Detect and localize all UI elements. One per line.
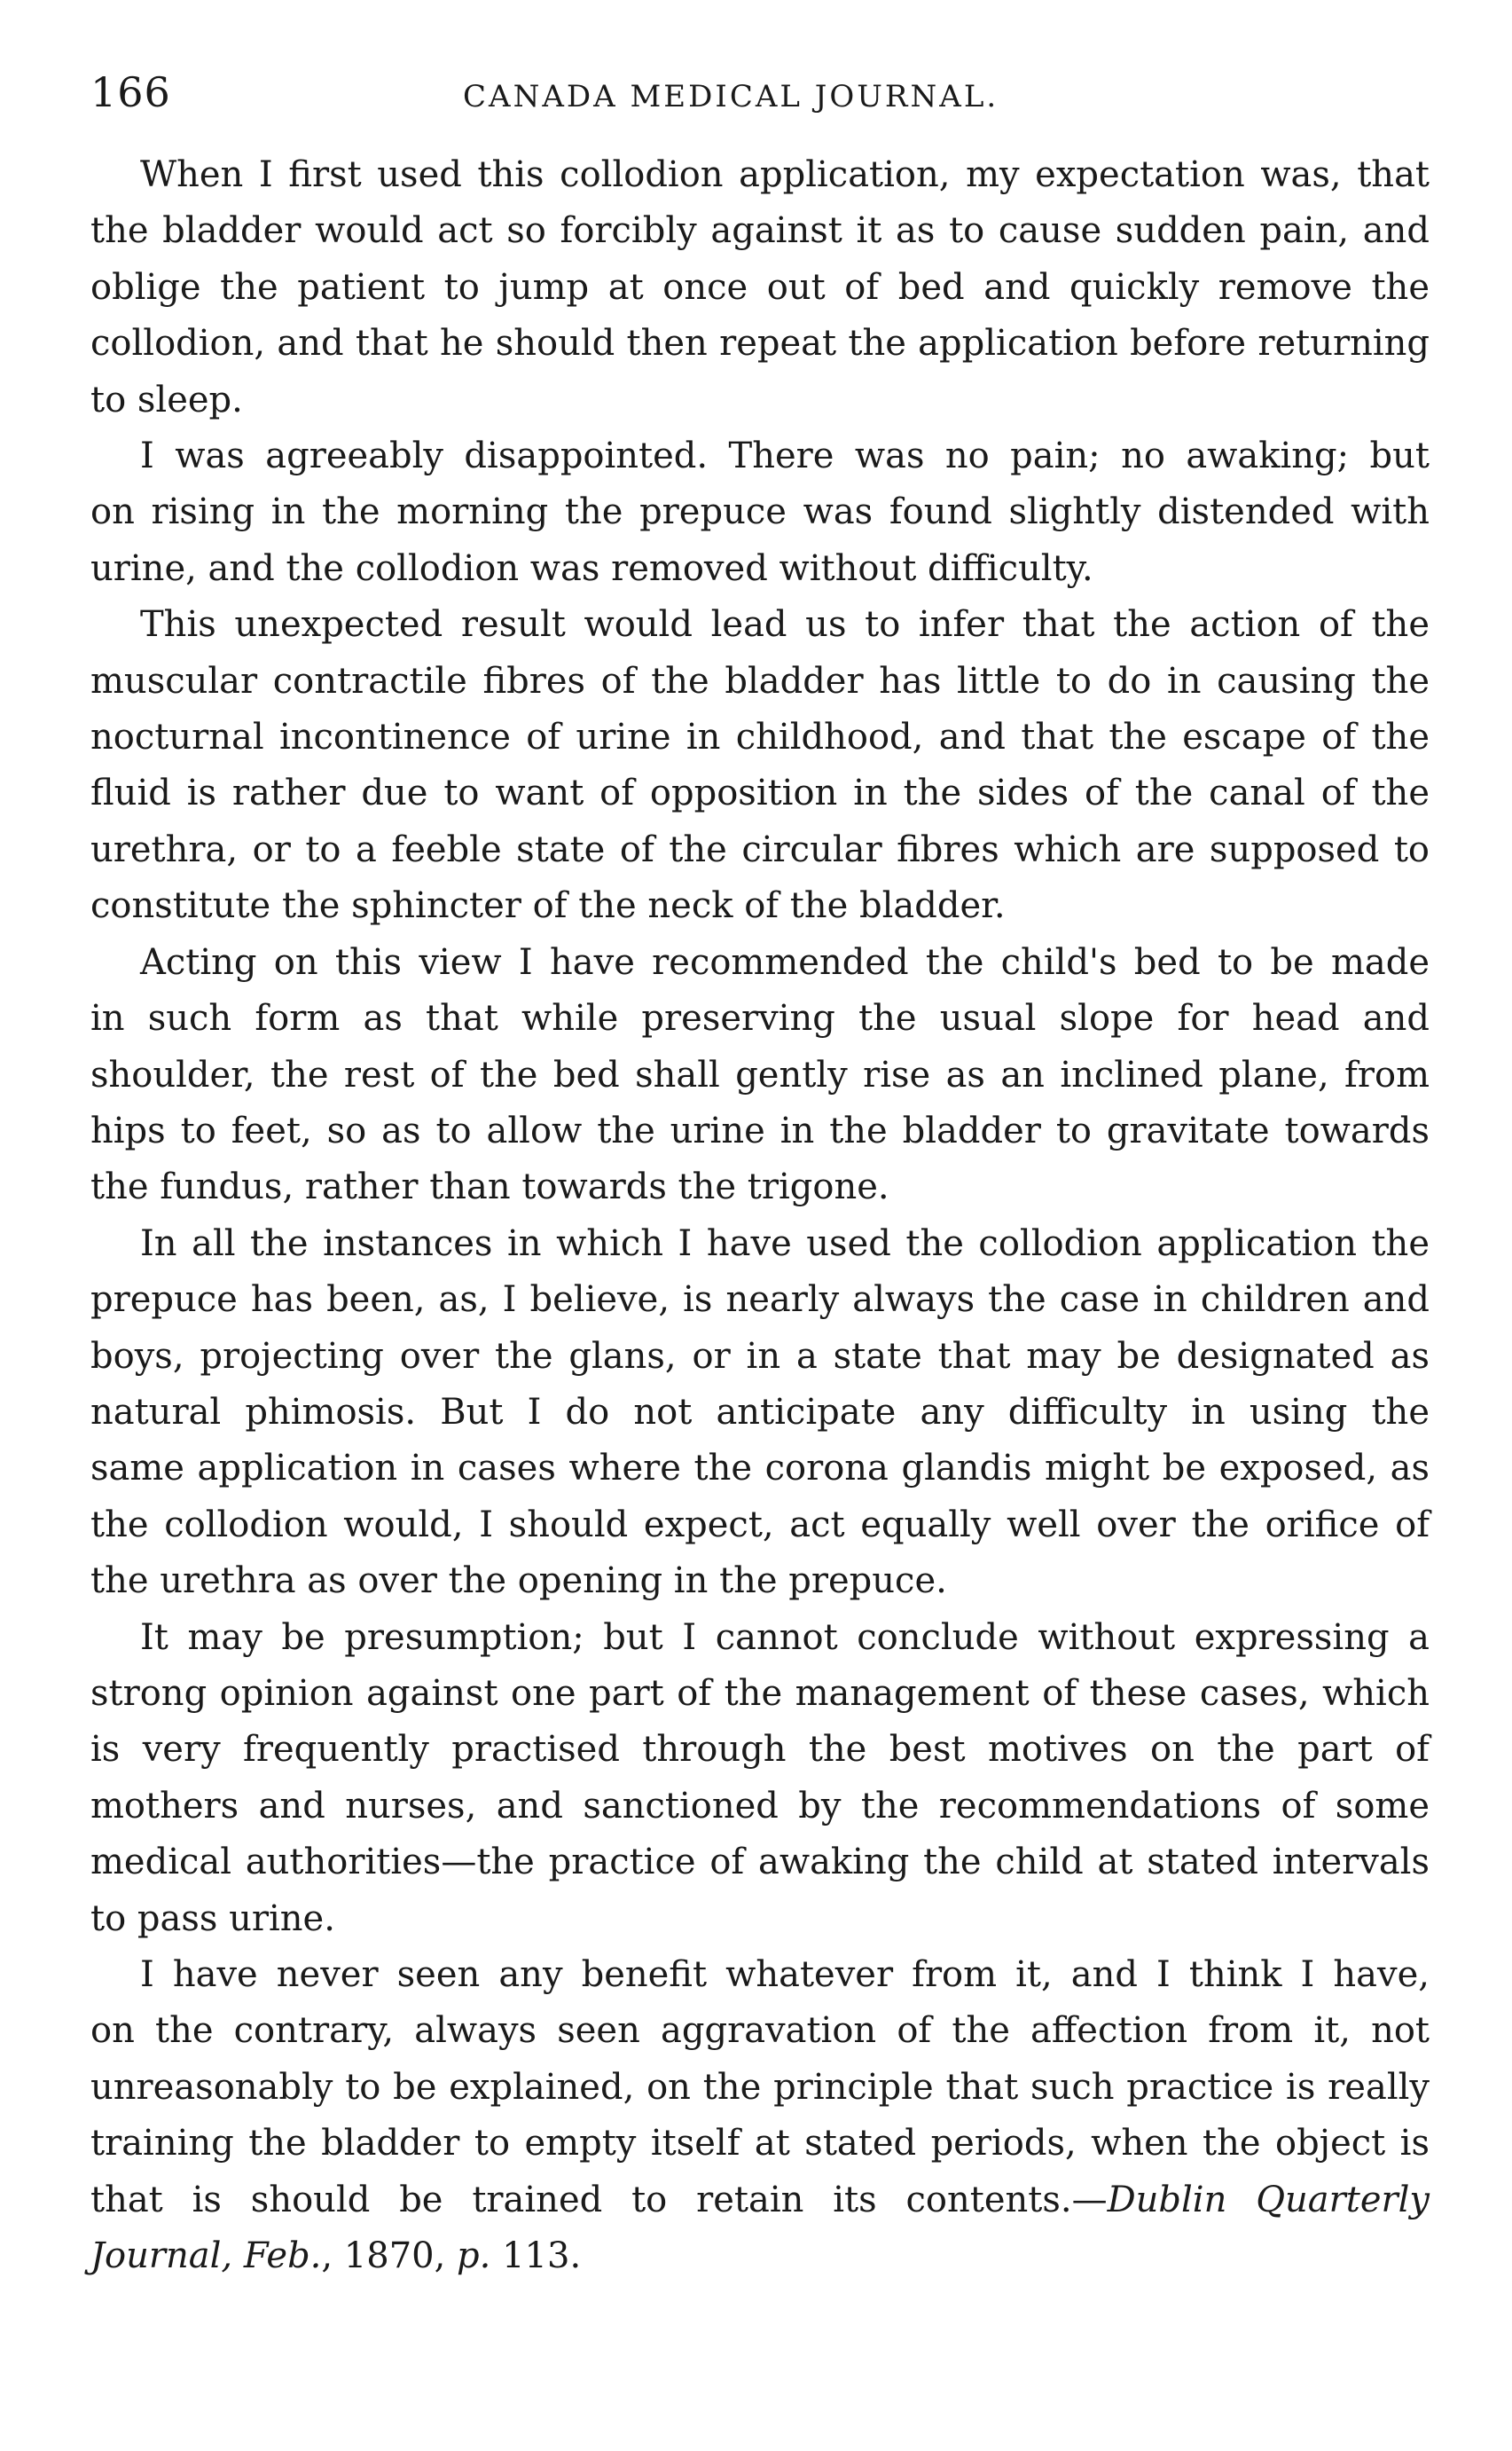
text-line: muscular contractile fibres of the bladder has little to do in causing the: [90, 660, 1430, 702]
text-line: same application in cases where the corona glandis might be exposed, as: [90, 1448, 1430, 1489]
paragraph-1: [90, 147, 1430, 428]
text-line: fluid is rather due to want of opposition in the sides of the canal of the: [90, 773, 1430, 814]
text-line-with-citation: [90, 2172, 1430, 2228]
text-line: I was agreeably disappointed. There was no pain; no awaking; but: [140, 436, 1430, 477]
citation-page-label: p.: [457, 2235, 491, 2277]
text-line: When I first used this collodion application, my expectation was, that: [140, 154, 1430, 195]
text-line: hips to feet, so as to allow the urine in the bladder to gravitate towards: [90, 1110, 1430, 1151]
text-line: boys, projecting over the glans, or in a state that may be designated as: [90, 1335, 1430, 1377]
paragraph-2: [90, 428, 1430, 597]
text-line: the collodion would, I should expect, act equally well over the orifice of: [90, 1504, 1430, 1545]
text-line: strong opinion against one part of the management of these cases, which: [90, 1672, 1430, 1714]
text-line: the fundus, rather than towards the trigone.: [90, 1167, 889, 1208]
text-line: training the bladder to empty itself at stated periods, when the object is: [90, 2123, 1430, 2164]
text-line: natural phimosis. But I do not anticipate any difficulty in using the: [90, 1391, 1430, 1433]
text-line: on the contrary, always seen aggravation of the affection from it, not: [90, 2010, 1430, 2052]
page-number: 166: [90, 68, 171, 116]
citation-dash: —: [1071, 2179, 1108, 2220]
text-line: collodion, and that he should then repeat the application before returning: [90, 323, 1430, 365]
text-line: medical authorities—the practice of awaking the child at stated intervals: [90, 1842, 1430, 1883]
running-head: [90, 66, 1430, 128]
citation-source: Dublin Quarterly: [1107, 2179, 1430, 2220]
paragraph-7: [90, 1947, 1430, 2284]
paragraph-6: [90, 1610, 1430, 1947]
journal-title: CANADA MEDICAL JOURNAL.: [463, 79, 999, 114]
text-line: oblige the patient to jump at once out of bed and quickly remove the: [90, 266, 1430, 308]
article-body: [90, 147, 1430, 2284]
text-line: mothers and nurses, and sanctioned by the recommendations of some: [90, 1785, 1430, 1826]
citation-page-number: 113.: [490, 2235, 582, 2277]
paragraph-5: [90, 1216, 1430, 1610]
text-line: shoulder, the rest of the bed shall gently rise as an inclined plane, from: [90, 1054, 1430, 1096]
paragraph-4: [90, 935, 1430, 1216]
text-line: to pass urine.: [90, 1897, 335, 1939]
text-line: I have never seen any benefit whatever from it, and I think I have,: [140, 1954, 1430, 1995]
text-line: It may be presumption; but I cannot conclude without expressing a: [140, 1616, 1430, 1658]
text-line: unreasonably to be explained, on the principle that such practice is really: [90, 2066, 1430, 2108]
text-line-segment: that is should be trained to retain its contents.: [90, 2179, 1072, 2220]
text-line: to sleep.: [90, 379, 243, 420]
text-line: Acting on this view I have recommended the child's bed to be made: [140, 941, 1430, 983]
text-line: constitute the sphincter of the neck of the bladder.: [90, 885, 1006, 927]
citation-journal-month: Journal, Feb.: [90, 2235, 322, 2277]
text-line: This unexpected result would lead us to infer that the action of the: [140, 604, 1430, 646]
paragraph-3: [90, 597, 1430, 934]
text-line: nocturnal incontinence of urine in childhood, and that the escape of the: [90, 717, 1430, 758]
text-line: urethra, or to a feeble state of the circular fibres which are supposed to: [90, 829, 1430, 870]
citation-year: , 1870,: [321, 2235, 458, 2277]
text-line: the urethra as over the opening in the prepuce.: [90, 1560, 947, 1602]
citation-line: [90, 2228, 1430, 2284]
text-line: is very frequently practised through the best motives on the part of: [90, 1729, 1430, 1771]
text-line: on rising in the morning the prepuce was found slightly distended with: [90, 491, 1430, 533]
text-line: in such form as that while preserving the usual slope for head and: [90, 998, 1430, 1040]
text-line: the bladder would act so forcibly against it as to cause sudden pain, and: [90, 210, 1430, 252]
text-line: In all the instances in which I have used the collodion application the: [140, 1222, 1430, 1264]
text-line: prepuce has been, as, I believe, is nearly always the case in children and: [90, 1279, 1430, 1321]
text-line: urine, and the collodion was removed without difficulty.: [90, 547, 1093, 589]
